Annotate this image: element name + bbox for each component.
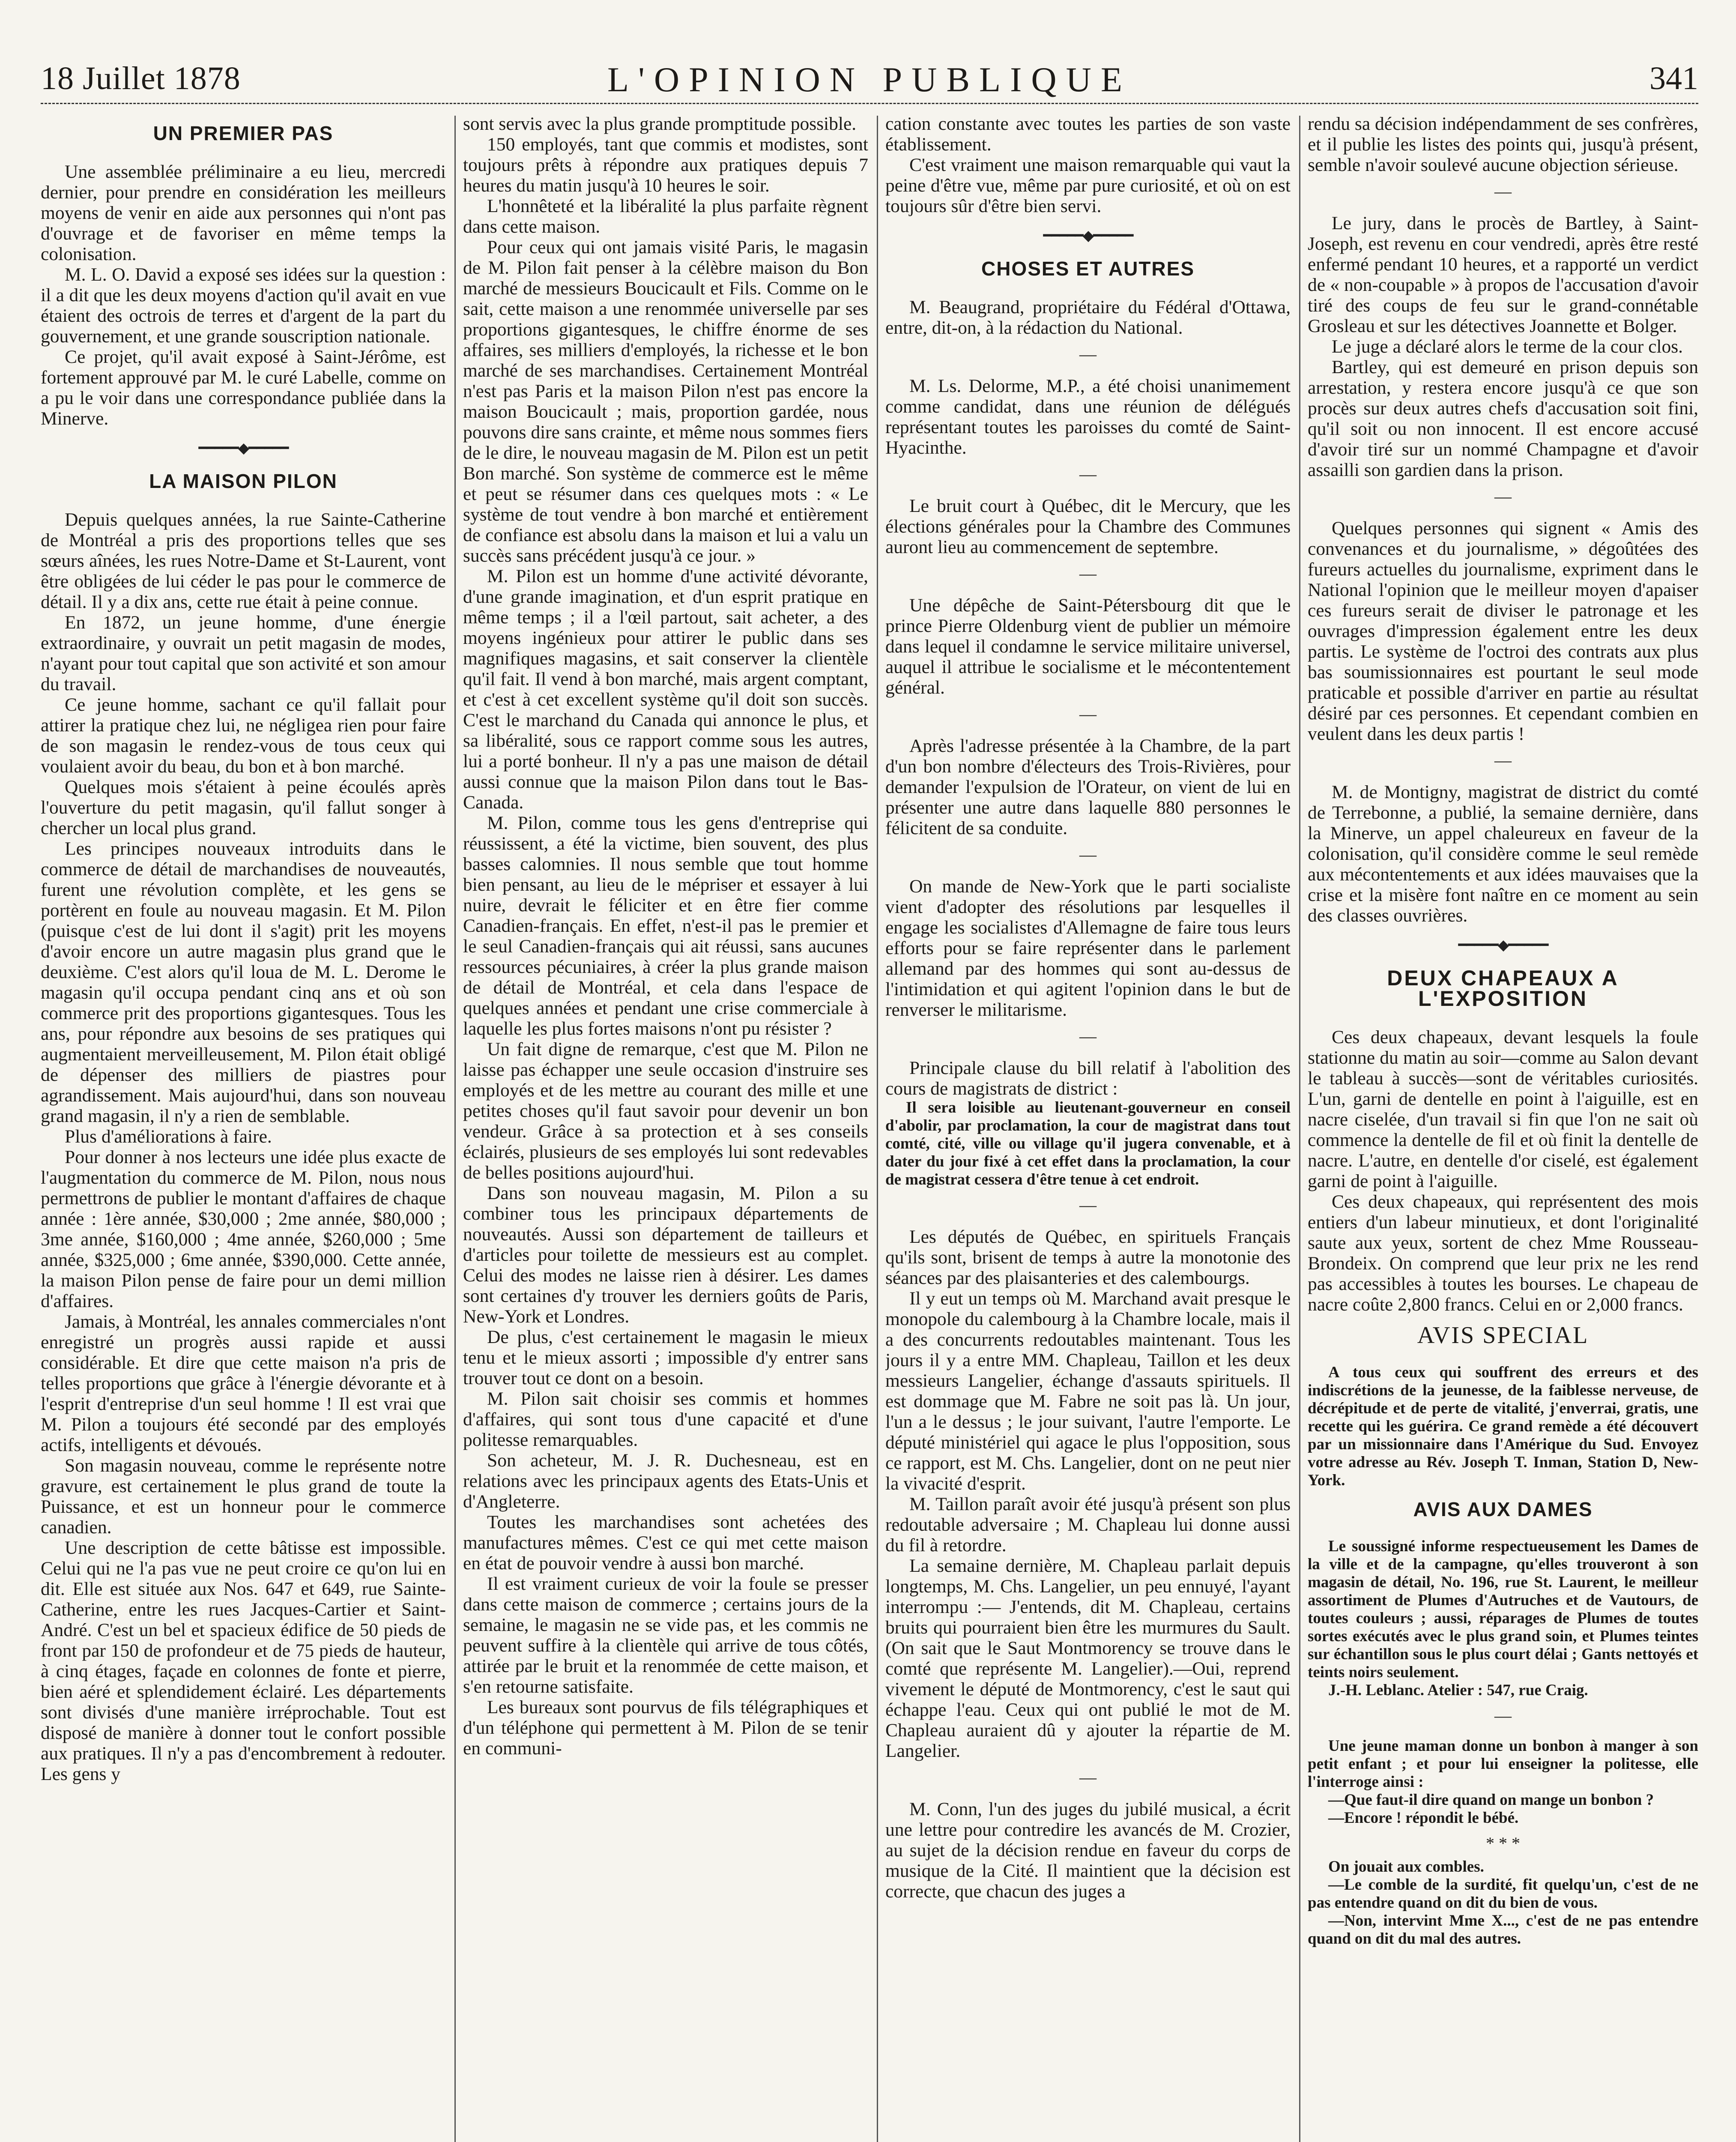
anecdote-text: —Le comble de la surdité, fit quelqu'un, c'est de ne pas entendre quand on dit du bien de vous. <box>1308 1876 1698 1912</box>
paragraph: 150 employés, tant que commis et modistes, sont toujours prêts à répondre aux pratiques depuis 7 heures du matin jusqu'à 10 heures le soir. <box>463 134 868 196</box>
anecdote-text: Une jeune maman donne un bonbon à manger à son petit enfant ; et pour lui enseigner la politesse, elle l'interroge ainsi : <box>1308 1737 1698 1791</box>
paragraph: Ce projet, qu'il avait exposé à Saint-Jérôme, est fortement approuvé par M. le curé Labelle, comme on a pu le voir dans une correspondance publiée dans la Minerve. <box>41 347 446 429</box>
dash-divider: — <box>1079 464 1097 484</box>
paragraph: C'est vraiment une maison remarquable qui vaut la peine d'être vue, même par pure curiosité, et où on est toujours sûr d'être bien servi. <box>885 155 1291 216</box>
paragraph: Pour ceux qui ont jamais visité Paris, le magasin de M. Pilon fait penser à la célèbre maison du Bon marché de messieurs Boucicault et Fils. Comme on le sait, cette maison a une renommée universelle par ses proportions gigantesques, le chiffre énorme de ses affaires, ses milliers d'employés, la richesse et le bon marché de ses marchandises. Certainement Montréal n'est pas Paris et la maison Pilon n'est pas encore la maison Boucicault ; mais, proportion gardée, nous pouvons dire sans crainte, et même nous sommes fiers de le dire, le nouveau magasin de M. Pilon est un petit Bon marché. Son système de commerce est le même et peut se résumer dans ces quelques mots : « Le système de tout vendre à bon marché et entièrement de confiance est absolu dans la maison et lui a valu un succès sans précédent jusqu'à ce jour. » <box>463 237 868 566</box>
paragraph: L'honnêteté et la libéralité la plus parfaite règnent dans cette maison. <box>463 196 868 237</box>
paragraph: La semaine dernière, M. Chapleau parlait depuis longtemps, M. Chs. Langelier, un peu ennuyé, l'ayant interrompu :— J'entends, dit M. Chapleau, certains bruits qui pourraient bien être les murmures du Sault. (On sait que le Saut Montmorency se trouve dans le comté que représente M. Langelier).—Oui, reprend vivement le député de Montmorency, c'est le saut qui échappe l'eau. Ceux qui ont publié le mot de M. Chapleau auraient dû y ajouter la répartie de M. Langelier. <box>885 1556 1291 1761</box>
masthead <box>41 58 1698 109</box>
anecdote-text: —Non, intervint Mme X..., c'est de ne pas entendre quand on dit du mal des autres. <box>1308 1912 1698 1948</box>
paragraph: Quelques personnes qui signent « Amis des convenances et du journalisme, » dégoûtées des fureurs actuelles du journalisme, expriment dans le National l'opinion que le meilleur moyen d'apaiser ces fureurs serait de diviser le patronage et les ouvrages d'impression également entre les deux partis. Le système de l'octroi des contrats aux plus bas soumissionnaires est pourtant le seul mode praticable et possible d'arriver en partie au résultat désiré par ces personnes. Et cependant combien en veulent dans les deux partis ! <box>1308 518 1698 744</box>
paragraph: M. Pilon, comme tous les gens d'entreprise qui réussissent, a été la victime, bien souvent, des plus basses calomnies. Il nous semble que tout homme bien pensant, au lieu de le mépriser et essayer à lui nuire, devrait le féliciter et en être fier comme Canadien-français. En effet, n'est-il pas le premier et le seul Canadien-français qui ait réussi, sans aucunes ressources pécuniaires, à créer la plus grande maison de détail de Montréal, et cela dans l'espace de quelques années et pendant une crise commerciale à laquelle les plus fortes maisons n'ont pu résister ? <box>463 813 868 1039</box>
paragraph: Principale clause du bill relatif à l'abolition des cours de magistrats de district : <box>885 1058 1291 1099</box>
paragraph: Une dépêche de Saint-Pétersbourg dit que le prince Pierre Oldenburg vient de publier un mémoire dans lequel il condamne le service militaire universel, auquel il attribue le socialisme et le mécontentement général. <box>885 595 1291 698</box>
header-rule <box>41 103 1698 104</box>
paragraph: Le bruit court à Québec, dit le Mercury, que les élections générales pour la Chambre des Communes auront lieu au commencement de septembre. <box>885 496 1291 557</box>
dash-divider: — <box>1494 182 1512 201</box>
paragraph: M. Ls. Delorme, M.P., a été choisi unanimement comme candidat, dans une réunion de délégués représentant toutes les paroisses du comté de Saint-Hyacinthe. <box>885 376 1291 458</box>
anecdote-text: On jouait aux combles. <box>1328 1858 1484 1876</box>
paragraph: cation constante avec toutes les parties de son vaste établissement. <box>885 114 1291 155</box>
paragraph: Après l'adresse présentée à la Chambre, de la part d'un bon nombre d'électeurs des Trois-Rivières, pour demander l'expulsion de l'Orateur, on vient de lui en présenter une autre dans laquelle 880 personnes le félicitent de sa conduite. <box>885 736 1291 838</box>
ornament-divider: ━━━━━◆━━━━━ <box>1458 937 1548 953</box>
headline-avis-aux-dames: AVIS AUX DAMES <box>1413 1498 1593 1520</box>
paragraph: On mande de New-York que le parti socialiste vient d'adopter des résolutions par lesquelles il engage les socialistes d'Allemagne de faire tous leurs efforts pour se faire représenter dans le parlement allemand par des hommes qui sont au-dessus de l'intimidation et qui agitent l'opinion dans le but de renverser le militarisme. <box>885 876 1291 1020</box>
paragraph: Les députés de Québec, en spirituels Français qu'ils sont, brisent de temps à autre la monotonie des séances par des plaisanteries et des calembourgs. <box>885 1227 1291 1288</box>
paragraph: Quelques mois s'étaient à peine écoulés après l'ouverture du petit magasin, qu'il fallut songer à chercher un local plus grand. <box>41 777 446 838</box>
headline-choses-et-autres: CHOSES ET AUTRES <box>981 257 1195 280</box>
paragraph: M. L. O. David a exposé ses idées sur la question : il a dit que les deux moyens d'action qu'il avait en vue étaient des octrois de terres et d'argent de la part du gouvernement, et une grande souscription nationale. <box>41 264 446 347</box>
paragraph: Le jury, dans le procès de Bartley, à Saint-Joseph, est revenu en cour vendredi, après être resté enfermé pendant 10 heures, et a rapporté un verdict de « non-coupable » à propos de l'accusation d'avoir tiré des coups de feu sur le grand-connétable Grosleau et sur les détectives Joannette et Bolger. <box>1308 213 1698 336</box>
paragraph: Les principes nouveaux introduits dans le commerce de détail de marchandises de nouveautés, furent une révolution complète, et les gens se portèrent en foule au nouveau magasin. Et M. Pilon (puisque c'est de lui dont il s'agit) prit les moyens d'avoir encore un autre magasin plus grand que le deuxième. C'est alors qu'il loua de M. L. Derome le magasin qu'il occupa pendant cinq ans et où son commerce prit des proportions gigantesques. Tous les ans, pour répondre aux besoins de ses pratiques qui augmentaient merveilleusement, M. Pilon était obligé de dépenser des milliers de piastres pour agrandissement. Mais aujourd'hui, dans son nouveau grand magasin, il n'y a rien de semblable. <box>41 838 446 1126</box>
paragraph: Depuis quelques années, la rue Sainte-Catherine de Montréal a pris des proportions telles que ses sœurs aînées, les rues Notre-Dame et St-Laurent, vont être obligées de lui céder le pas pour le commerce de détail. Il y a dix ans, cette rue était à peine connue. <box>41 509 446 612</box>
paragraph: Un fait digne de remarque, c'est que M. Pilon ne laisse pas échapper une seule occasion d'instruire ses employés et de les mettre au courant des mille et une petites choses qu'il faut savoir pour devenir un bon vendeur. Grâce à sa protection et à ses conseils éclairés, plusieurs de ses employés lui sont redevables de belles positions aujourd'hui. <box>463 1039 868 1183</box>
paragraph: Il y eut un temps où M. Marchand avait presque le monopole du calembourg à la Chambre locale, mais il a des concurrents redoutables maintenant. Tous les jours il y a entre MM. Chapleau, Taillon et les deux messieurs Langelier, échange d'assauts spirituels. Il est dommage que M. Fabre ne soit pas là. Un jour, l'un a le dessus ; le jour suivant, l'autre l'emporte. Le député ministériel qui agace le plus l'opposition, sous ce rapport, est M. Chs. Langelier, dont on ne peut nier la vivacité d'esprit. <box>885 1288 1291 1494</box>
paragraph: De plus, c'est certainement le magasin le mieux tenu et le mieux assorti ; impossible d'y entrer sans trouver tout ce dont on a besoin. <box>463 1327 868 1388</box>
paragraph: rendu sa décision indépendamment de ses confrères, et il publie les listes des points qui, jusqu'à présent, semble n'avoir soulevé aucune objection sérieuse. <box>1308 114 1698 175</box>
paragraph: Bartley, qui est demeuré en prison depuis son arrestation, y restera encore jusqu'à ce que son procès sur deux autres chefs d'accusation soit fini, qu'il soit ou non innocent. Il est encore accusé d'avoir tiré sur un nommé Champagne et d'avoir assailli son gardien dans la prison. <box>1308 357 1698 480</box>
newspaper-title: L'OPINION PUBLIQUE <box>607 60 1132 99</box>
paragraph: Le juge a déclaré alors le terme de la cour clos. <box>1332 336 1683 357</box>
headline-maison-pilon: LA MAISON PILON <box>149 470 338 492</box>
headline-avis-special: AVIS SPECIAL <box>1417 1322 1589 1349</box>
paragraph: Son acheteur, M. J. R. Duchesneau, est en relations avec les principaux agents des Etats-Unis et d'Angleterre. <box>463 1450 868 1512</box>
article-columns <box>41 114 1698 2142</box>
asterism: * * * <box>1486 1834 1520 1853</box>
paragraph: Pour donner à nos lecteurs une idée plus exacte de l'augmentation du commerce de M. Pilon, nous nous permettrons de publier le montant d'affaires de chaque année : 1ère année, $30,000 ; 2me année, $80,000 ; 3me année, $160,000 ; 4me année, $260,000 ; 5me année, $325,000 ; 6me année, $390,000. Cette année, la maison Pilon pense de faire pour un demi million d'affaires. <box>41 1147 446 1311</box>
column-2 <box>463 114 868 2142</box>
dash-divider: — <box>1079 564 1097 583</box>
paragraph: Son magasin nouveau, comme le représente notre gravure, est certainement le plus grand de toute la Puissance, et est un honneur pour le commerce canadien. <box>41 1455 446 1538</box>
advertisement-text: A tous ceux qui souffrent des erreurs et des indiscrétions de la jeunesse, de la faiblesse nerveuse, de décrépitude et de perte de vitalité, j'enverrai, gratis, une recette qui les guérira. Ce grand remède a été découvert par un missionnaire dans l'Amérique du Sud. Envoyez votre adresse au Rév. Joseph T. Inman, Station D, New-York. <box>1308 1364 1698 1489</box>
dash-divider: — <box>1079 1768 1097 1787</box>
column-4 <box>1308 114 1698 2142</box>
column-3 <box>885 114 1291 2142</box>
paragraph: Jamais, à Montréal, les annales commerciales n'ont enregistré un progrès aussi rapide et aussi considérable. Et dire que cette maison n'a pris de telles proportions que grâce à l'énergie dévorante et à l'esprit d'entreprise d'un seul homme ! Il est vrai que M. Pilon a toujours été secondé par des employés actifs, intelligents et dévoués. <box>41 1311 446 1455</box>
paragraph: M. Conn, l'un des juges du jubilé musical, a écrit une lettre pour contredire les avancés de M. Crozier, au sujet de la décision rendue en faveur du corps de musique de la Cité. Il maintient que la décision est correcte, que chacun des juges a <box>885 1799 1291 1902</box>
paragraph: M. Pilon sait choisir ses commis et hommes d'affaires, qui sont tous d'une capacité et d'une politesse remarquables. <box>463 1388 868 1450</box>
headline-deux-chapeaux: DEUX CHAPEAUX A L'EXPOSITION <box>1387 966 1619 1011</box>
ornament-divider: ━━━━━◆━━━━━ <box>1043 228 1133 244</box>
advertiser-signature: J.-H. Leblanc. Atelier : 547, rue Craig. <box>1328 1681 1588 1699</box>
paragraph: Les bureaux sont pourvus de fils télégraphiques et d'un téléphone qui permettent à M. Pilon de se tenir en communi- <box>463 1697 868 1759</box>
paragraph: Dans son nouveau magasin, M. Pilon a su combiner tous les principaux départements de nouveautés. Aussi son département de tailleurs et d'articles pour toilette de messieurs est au complet. Celui des modes ne laisse rien à désirer. Les dames sont certaines d'y trouver les derniers goûts de Paris, New-York et Londres. <box>463 1183 868 1327</box>
dash-divider: — <box>1079 845 1097 864</box>
dash-divider: — <box>1494 751 1512 770</box>
quoted-clause: Il sera loisible au lieutenant-gouverneur en conseil d'abolir, par proclamation, la cour de magistrat dans tout comté, cité, ville ou village qu'il jugera convenable, et à dater du jour fixé à cet effet dans la proclamation, la cour de magistrat cessera d'être tenue à cet endroit. <box>885 1099 1291 1188</box>
paragraph: Il est vraiment curieux de voir la foule se presser dans cette maison de commerce ; certains jours de la semaine, le magasin ne se vide pas, et les commis ne peuvent suffire à la clientèle qui arrive de tous côtés, attirée par le bruit et la renommée de cette maison, et s'en retourne satisfaite. <box>463 1574 868 1697</box>
headline-premier-pas: UN PREMIER PAS <box>153 122 334 144</box>
paragraph: Ces deux chapeaux, devant lesquels la foule stationne du matin au soir—comme au Salon devant le tableau à succès—sont de véritables curiosités. L'un, garni de dentelle en point à l'aiguille, est en nacre ciselée, d'un travail si fin que l'on ne sait où commence la dentelle de fil et où finit la dentelle de nacre. L'autre, en dentelle d'or ciselé, est également garni de point à l'aiguille. <box>1308 1027 1698 1191</box>
paragraph: M. de Montigny, magistrat de district du comté de Terrebonne, a publié, la semaine dernière, dans la Minerve, un appel chaleureux en faveur de la colonisation, qu'il considère comme le seul remède aux mécontentements et aux idées mauvaises que la crise et la misère font naître en ce moment au sein des classes ouvrières. <box>1308 782 1698 926</box>
page-number: 341 <box>1649 60 1698 96</box>
paragraph: Ces deux chapeaux, qui représentent des mois entiers d'un labeur minutieux, et dont l'originalité saute aux yeux, sortent de chez Mme Rousseau-Brondeix. On comprend que leur prix ne les rend pas accessibles à toutes les bourses. Le chapeau de nacre coûte 2,800 francs. Celui en or 2,000 francs. <box>1308 1191 1698 1315</box>
dash-divider: — <box>1079 344 1097 364</box>
paragraph: Une assemblée préliminaire a eu lieu, mercredi dernier, pour prendre en considération les meilleurs moyens de venir en aide aux personnes qui n'ont pas d'ouvrage et de favoriser en même temps la colonisation. <box>41 162 446 264</box>
advertisement-text: Le soussigné informe respectueusement les Dames de la ville et de la campagne, qu'elles trouveront à son magasin de détail, No. 196, rue St. Laurent, le meilleur assortiment de Plumes d'Autruches et de Vautours, de toutes couleurs ; aussi, réparages de Plumes de toutes sortes exécutés avec le plus grand soin, et Plumes teintes sur échantillon sous le plus court délai ; Gants nettoyés et teints noirs seulement. <box>1308 1538 1698 1681</box>
paragraph: Une description de cette bâtisse est impossible. Celui qui ne l'a pas vue ne peut croire ce qu'on lui en dit. Elle est située aux Nos. 647 et 649, rue Sainte-Catherine, entre les rues Jacques-Cartier et Saint-André. C'est un bel et spacieux édifice de 50 pieds de front par 150 de profondeur et de 75 pieds de hauteur, à cinq étages, façade en colonnes de fonte et pierre, bien aéré et splendidement éclairé. Les départements sont divisés d'une manière irréprochable. Tout est disposé de manière à donner tout le confort possible aux pratiques. Il n'y a pas d'encombrement à redouter. Les gens y <box>41 1538 446 1784</box>
paragraph: Plus d'améliorations à faire. <box>65 1126 272 1147</box>
paragraph: M. Beaugrand, propriétaire du Fédéral d'Ottawa, entre, dit-on, à la rédaction du National. <box>885 297 1291 338</box>
issue-date: 18 Juillet 1878 <box>41 60 241 96</box>
dash-divider: — <box>1079 1026 1097 1046</box>
paragraph: Ce jeune homme, sachant ce qu'il fallait pour attirer la pratique chez lui, ne négligea rien pour faire de son magasin le rendez-vous de tous ceux qui voulaient avoir du beau, du bon et à bon marché. <box>41 694 446 777</box>
column-1 <box>41 114 446 2142</box>
dash-divider: — <box>1079 1195 1097 1215</box>
paragraph: En 1872, un jeune homme, d'une énergie extraordinaire, y ouvrait un petit magasin de modes, n'ayant pour tout capital que son activité et son amour du travail. <box>41 612 446 694</box>
dash-divider: — <box>1494 487 1512 506</box>
anecdote-text: —Encore ! répondit le bébé. <box>1328 1809 1519 1827</box>
paragraph: M. Taillon paraît avoir été jusqu'à présent son plus redoutable adversaire ; M. Chapleau lui donne aussi du fil à retordre. <box>885 1494 1291 1556</box>
dash-divider: — <box>1079 704 1097 724</box>
paragraph: sont servis avec la plus grande promptitude possible. <box>463 114 857 134</box>
ornament-divider: ━━━━━◆━━━━━ <box>198 440 288 456</box>
paragraph: Toutes les marchandises sont achetées des manufactures mêmes. C'est ce qui met cette maison en état de pouvoir vendre à aussi bon marché. <box>463 1512 868 1574</box>
anecdote-text: —Que faut-il dire quand on mange un bonbon ? <box>1328 1791 1654 1809</box>
dash-divider: — <box>1494 1706 1512 1725</box>
paragraph: M. Pilon est un homme d'une activité dévorante, d'une grande imagination, et d'un esprit pratique en même temps ; il a l'œil partout, sait acheter, a des moyens ingénieux pour attirer le public dans ses magnifiques magasins, et sait conserver la clientèle qu'il fait. Il vend à bon marché, mais argent comptant, et c'est à cet excellent système qu'il doit son succès. C'est le marchand du Canada qui annonce le plus, et sa libéralité, sous ce rapport comme sous les autres, lui a porté bonheur. Il n'y a pas une maison de détail aussi connue que la maison Pilon dans tout le Bas-Canada. <box>463 566 868 813</box>
